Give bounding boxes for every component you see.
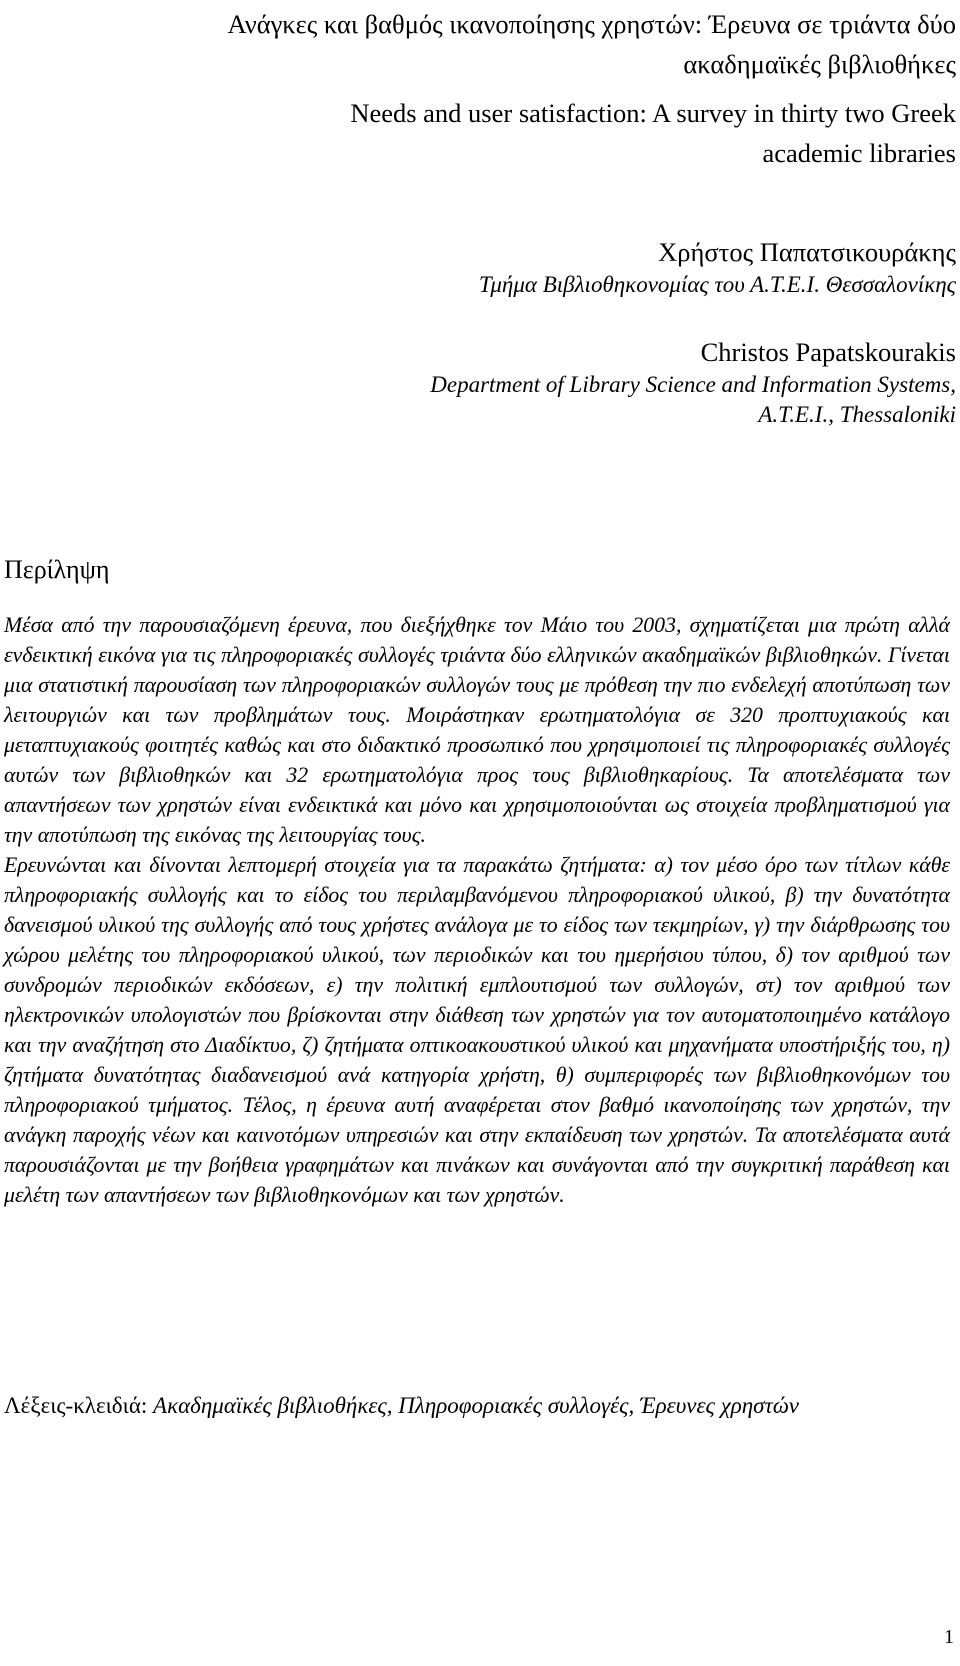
english-author-affiliation-line-2: A.T.E.I., Thessaloniki: [758, 402, 956, 427]
greek-title: [0, 4, 960, 84]
keywords-values: Ακαδημαϊκές βιβλιοθήκες, Πληροφοριακές συλλογές, Έρευνες χρηστών: [153, 1393, 800, 1418]
keywords: [4, 1390, 950, 1422]
abstract-heading: Περίληψη: [4, 555, 110, 584]
english-title-line-1: Needs and user satisfaction: A survey in thirty two Greek: [350, 98, 956, 128]
abstract-paragraph-2: Ερευνώνται και δίνονται λεπτομερή στοιχεία για τα παρακάτω ζητήματα: α) τον μέσο όρο των τίτλων κάθε πληροφοριακής συλλογής και το είδος του περιλαμβανόμενου πληροφοριακού υλικού, β) την δυνατότητα δανεισμού υλικού της συλλογής από τους χρήστες ανάλογα με το είδος των τεκμηρίων, γ) την διάρθρωσης του χώρου μελέτης του πληροφοριακού υλικού, των περιοδικών και του ημερήσιου τύπου, δ) τον αριθμού των συνδρομών περιοδικών εκδόσεων, ε) την πολιτική εμπλουτισμού των συλλογών, στ) τον αριθμού των ηλεκτρονικών υπολογιστών που βρίσκονται στην διάθεση των χρηστών για τον αυτοματοποιημένο κατάλογο και την αναζήτηση στο Διαδίκτυο, ζ) ζητήματα οπτικοακουστικού υλικού και μηχανήματα υποστήριξής του, η) ζητήματα δυνατότητας διαδανεισμού ανά κατηγορία χρήστη, θ) συμπεριφορές των βιβλιοθηκονόμων του πληροφοριακού τμήματος. Τέλος, η έρευνα αυτή αναφέρεται στον βαθμό ικανοποίησης των χρηστών, την ανάγκη παροχής νέων και καινοτόμων υπηρεσιών και στην εκπαίδευση των χρηστών. Τα αποτελέσματα αυτά παρουσιάζονται με την βοήθεια γραφημάτων και πινάκων και συνάγονται από την συγκριτική παράθεση και μελέτη των απαντήσεων των βιβλιοθηκονόμων και των χρηστών.: [4, 853, 950, 1207]
greek-author-block: [0, 234, 960, 300]
page-number: 1: [944, 1626, 954, 1648]
english-title-line-2: academic libraries: [762, 138, 956, 168]
english-author-name: Christos Papatskourakis: [700, 337, 956, 367]
keywords-label: Λέξεις-κλειδιά:: [4, 1393, 154, 1418]
greek-title-line-1: Ανάγκες και βαθμός ικανοποίησης χρηστών: Έρευνα σε τριάντα δύο: [227, 9, 956, 39]
english-title: [0, 93, 960, 173]
greek-title-line-2: ακαδημαϊκές βιβλιοθήκες: [683, 49, 956, 79]
english-author-affiliation-line-1: Department of Library Science and Information Systems,: [430, 372, 956, 397]
abstract-body: [4, 610, 950, 1210]
greek-author-name: Χρήστος Παπατσικουράκης: [658, 237, 956, 267]
greek-author-affiliation: Τμήμα Βιβλιοθηκονομίας του Α.Τ.Ε.Ι. Θεσσαλονίκης: [478, 272, 956, 297]
english-author-block: [0, 334, 960, 430]
abstract-paragraph-1: Μέσα από την παρουσιαζόμενη έρευνα, που διεξήχθηκε τον Μάιο του 2003, σχηματίζεται μια πρώτη αλλά ενδεικτική εικόνα για τις πληροφοριακές συλλογές τριάντα δύο ελληνικών ακαδημαϊκών βιβλιοθηκών. Γίνεται μια στατιστική παρουσίαση των πληροφοριακών συλλογών τους με πρόθεση την πιο ενδελεχή αποτύπωση των λειτουργιών και των προβλημάτων τους. Μοιράστηκαν ερωτηματολόγια σε 320 προπτυχιακούς και μεταπτυχιακούς φοιτητές καθώς και στο διδακτικό προσωπικό που χρησιμοποιεί τις πληροφοριακές συλλογές αυτών των βιβλιοθηκών και 32 ερωτηματολόγια προς τους βιβλιοθηκαρίους. Τα αποτελέσματα των απαντήσεων των χρηστών είναι ενδεικτικά και μόνο και χρησιμοποιούνται ως στοιχεία προβληματισμού για την αποτύπωση της εικόνας της λειτουργίας τους.: [4, 613, 950, 847]
